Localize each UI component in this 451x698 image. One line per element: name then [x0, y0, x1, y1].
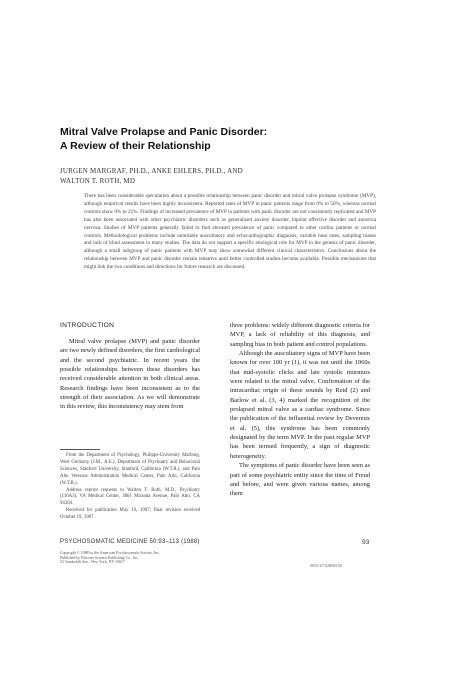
footnote-received: Received for publication May 19, 1987; final revision received October 19, 1987. — [60, 508, 200, 521]
authors-line-2: WALTON T. ROTH, MD — [60, 177, 136, 185]
body-paragraph: The symptoms of panic disorder have been seen as part of some psychiatric entity since the time of Freud and before, and were given various names, among them — [230, 462, 370, 498]
body-paragraph: Mitral valve prolapse (MVP) and panic disorder are two newly defined disorders, the first cardiological and the second psychiatric. In recent years the possible relationships between these disorders has received considerable attention in both clinical areas. Research findings have been inconsistent as to the strength of their association. As we will demonstrate in this review, this inconsistency may stem from — [60, 338, 200, 411]
abstract: There has been considerable speculation about a possible relationship between panic disorder and mitral valve prolapse syndrome (MVP), although empirical results have been highly inconsistent. Reported rates of MVP in panic patients range from 0% to 50%, whereas normal controls show 0% to 21%. Findings of increased prevalence of MVP in patients with panic disorder are not consistently replicated and MVP has also been associated with other psychiatric disorders such as generalized anxiety disorder, bipolar affective disorder and anorexia nervosa. Studies of MVP patients generally failed to find elevated prevalence of panic compared to other cardiac patients or normal controls. Methodological problems include unreliable auscultatory and echocardiographic diagnosis, variable base rates, sampling biases and lack of blind assessment in many studies. The data do not support a specific etiological role for MVP in the genesis of panic disorder, although a small subgroup of panic patients with MVP may show somewhat different clinical characteristics. Conclusions about the relationship between MVP and panic disorder remain tentative until better controlled studies become available. Possible mechanisms that might link the two conditions and directions for future research are discussed. — [84, 193, 376, 271]
issn-code: 0033-3174/88/$3.50 — [310, 564, 342, 568]
section-heading: INTRODUCTION — [60, 322, 115, 329]
body-paragraph: three problems: widely different diagnostic criteria for MVP, a lack of reliability of this diagnosis, and sampling bias in both patient and control populations. — [230, 322, 370, 348]
page-number: 93 — [362, 539, 370, 546]
footnotes — [60, 453, 200, 522]
left-column-body — [60, 337, 200, 412]
copyright-notice — [60, 551, 190, 565]
copyright-line-1: Copyright © 1988 by the American Psychosomatic Society, Inc. — [60, 551, 160, 555]
footnote-affiliation: From the Department of Psychology, Philipps-University Marburg, West Germany (J.M., A.E.), Department of Psychiatry and Behavioral Sciences, Stanford University, Stanford, California (W.T.R.), and Palo Alto Veterans Administration Medical Center, Palo Alto, California (W.T.R.). — [60, 453, 200, 486]
author-list — [60, 166, 390, 186]
journal-citation: PSYCHOSOMATIC MEDICINE 50:93–113 (1988) — [60, 539, 200, 545]
copyright-line-2: Published by Elsevier Science Publishing Co., Inc. — [60, 555, 139, 560]
title-line-1: Mitral Valve Prolapse and Panic Disorder: — [60, 126, 268, 138]
copyright-line-3: 52 Vanderbilt Ave., New York, NY 10017 — [60, 560, 125, 565]
authors-line-1: JURGEN MARGRAF, PH.D., ANKE EHLERS, PH.D., AND — [60, 167, 243, 175]
article-title — [60, 125, 390, 153]
footnote-reprints: Address reprint requests to Walton T. Roth, M.D., Psychiatry (116A3), VA Medical Center, 3801 Miranda Avenue, Palo Alto, CA 94304. — [60, 487, 200, 507]
right-column-body — [230, 321, 370, 499]
title-line-2: A Review of their Relationship — [60, 140, 211, 152]
footnote-divider — [60, 449, 100, 450]
body-paragraph: Although the auscultatory signs of MVP have been known for over 100 yr (1), it was not until the 1960s that mid-systolic clicks and late systolic murmurs were related to the mitral valve. Confirmation of the intracardiac origin of these sounds by Reid (2) and Barlow et al. (3, 4) marked the recognition of the prolapsed mitral valve as a cardiac syndrome. Since the publication of the influential review by Devereux et al. (5), this syndrome has been commonly designated by the term MVP. In the past regular MVP has been termed frequently, a sign of diagnostic heterogeneity. — [230, 350, 370, 460]
